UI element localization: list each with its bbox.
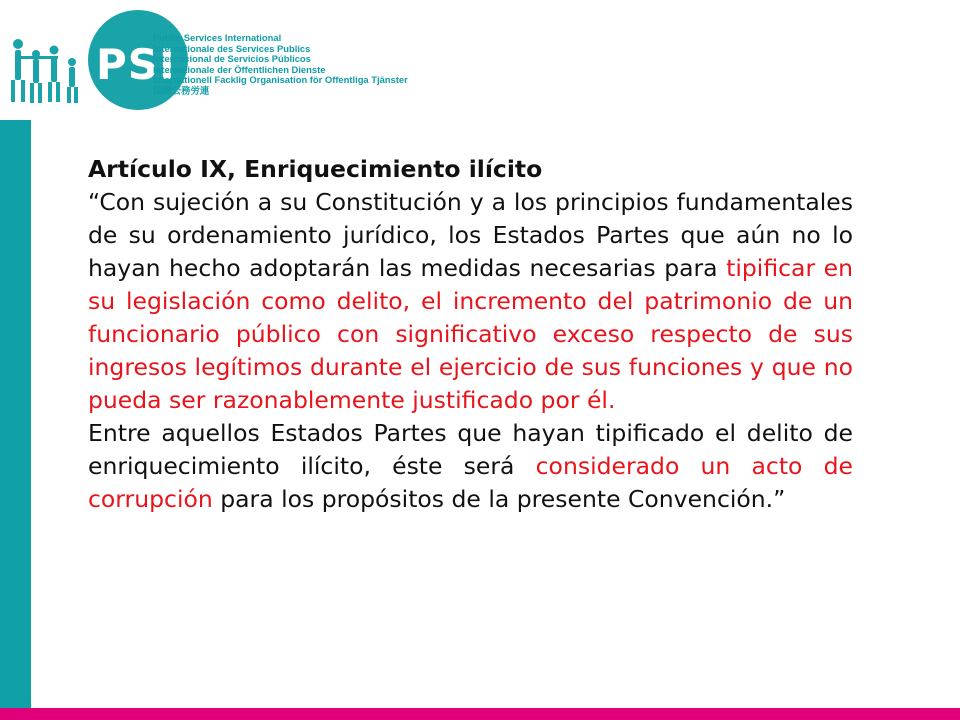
article-content: [88, 153, 853, 516]
paragraph-1-highlight: tipificar en su legislación como delito, el incremento del patrimonio de un funcionario público con significativo exceso respecto de sus ingresos legítimos durante el ejercicio de sus funciones y que no pueda ser razonablemente justificado por él.: [88, 254, 854, 414]
org-name-ja: 国際公務労連: [153, 84, 210, 96]
paragraph-2-text-end: para los propósitos de la presente Convención.”: [212, 485, 786, 513]
org-name-es: Internacional de Servicios Públicos: [153, 53, 311, 65]
org-name-fr: Internationale des Services Publics: [153, 42, 311, 54]
article-paragraph-2: [88, 417, 853, 516]
logo-wordmark: PSI: [96, 40, 176, 89]
left-accent-band: [0, 120, 31, 708]
organization-names: [153, 33, 408, 97]
org-name-de: Internationale der Öffentlichen Dienste: [153, 63, 326, 75]
org-name-sv: Internationell Facklig Organisation för Offentliga Tjänster: [153, 74, 408, 86]
paragraph-2-text: Entre aquellos Estados Partes que hayan tipificado el delito de enriquecimiento ilícito, éste será: [88, 419, 853, 480]
psi-logo: [8, 10, 448, 120]
paragraph-1-text: “Con sujeción a su Constitución y a los principios fundamentales de su ordenamiento jurídico, los Estados Partes que aún no lo hayan hecho adoptarán las medidas necesarias para: [88, 188, 853, 282]
article-paragraph-1: [88, 186, 853, 417]
org-name-en: Public Services International: [153, 32, 282, 43]
paragraph-2-highlight: considerado un acto de corrupción: [88, 452, 853, 513]
bottom-accent-band: [0, 708, 960, 720]
article-title: Artículo IX, Enriquecimiento ilícito: [88, 155, 543, 183]
